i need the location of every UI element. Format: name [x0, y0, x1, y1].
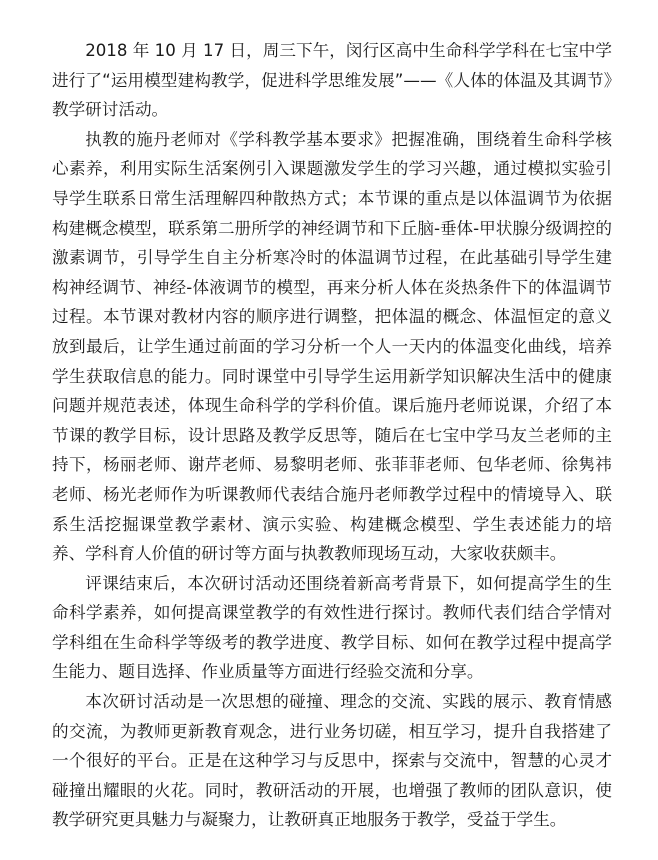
paragraph-event-intro: 2018 年 10 月 17 日，周三下午，闵行区高中生命科学学科在七宝中学进行了“运用模型建构教学，促进科学思维发展”——《人体的体温及其调节》教学研讨活动。 — [52, 41, 612, 120]
paragraph-conclusion: 本次研讨活动是一次思想的碰撞、理念的交流、实践的展示、教育情感的交流，为教师更新教育观念，进行业务切磋，相互学习，提升自我搭建了一个很好的平台。正是在这种学习与反思中，探索与交流中，智慧的心灵才碰撞出耀眼的火花。同时，教研活动的开展，也增强了教师的团队意识，使教学研究更具魅力与凝聚力，让教研真正地服务于教学，受益于学生。 — [52, 692, 612, 830]
paragraph-discussion: 评课结束后，本次研讨活动还围绕着新高考背景下，如何提高学生的生命科学素养，如何提高课堂教学的有效性进行探讨。教师代表们结合学情对学科组在生命科学等级考的教学进度、教学目标、如何在教学过程中提高学生能力、题目选择、作业质量等方面进行经验交流和分享。 — [52, 573, 612, 682]
paragraph-lesson-description: 执教的施丹老师对《学科教学基本要求》把握准确，围绕着生命科学核心素养，利用实际生活案例引入课题激发学生的学习兴趣，通过模拟实验引导学生联系日常生活理解四种散热方式；本节课的重点是以体温调节为依据构建概念模型，联系第二册所学的神经调节和下丘脑-垂体-甲状腺分级调控的激素调节，引导学生自主分析寒冷时的体温调节过程，在此基础引导学生建构神经调节、神经-体液调节的模型，再来分析人体在炎热条件下的体温调节过程。本节课对教材内容的顺序进行调整，把体温的概念、体温恒定的意义放到最后，让学生通过前面的学习分析一个人一天内的体温变化曲线，培养学生获取信息的能力。同时课堂中引导学生运用新学知识解决生活中的健康问题并规范表述，体现生命科学的学科价值。课后施丹老师说课，介绍了本节课的教学目标，设计思路及教学反思等，随后在七宝中学马友兰老师的主持下，杨丽老师、谢芹老师、易黎明老师、张菲菲老师、包华老师、徐隽祎老师、杨光老师作为听课教师代表结合施丹老师教学过程中的情境导入、联系生活挖掘课堂教学素材、演示实验、构建概念模型、学生表述能力的培养、学科育人价值的研讨等方面与执教教师现场互动，大家收获颇丰。 — [52, 129, 612, 564]
article-body — [52, 36, 612, 835]
